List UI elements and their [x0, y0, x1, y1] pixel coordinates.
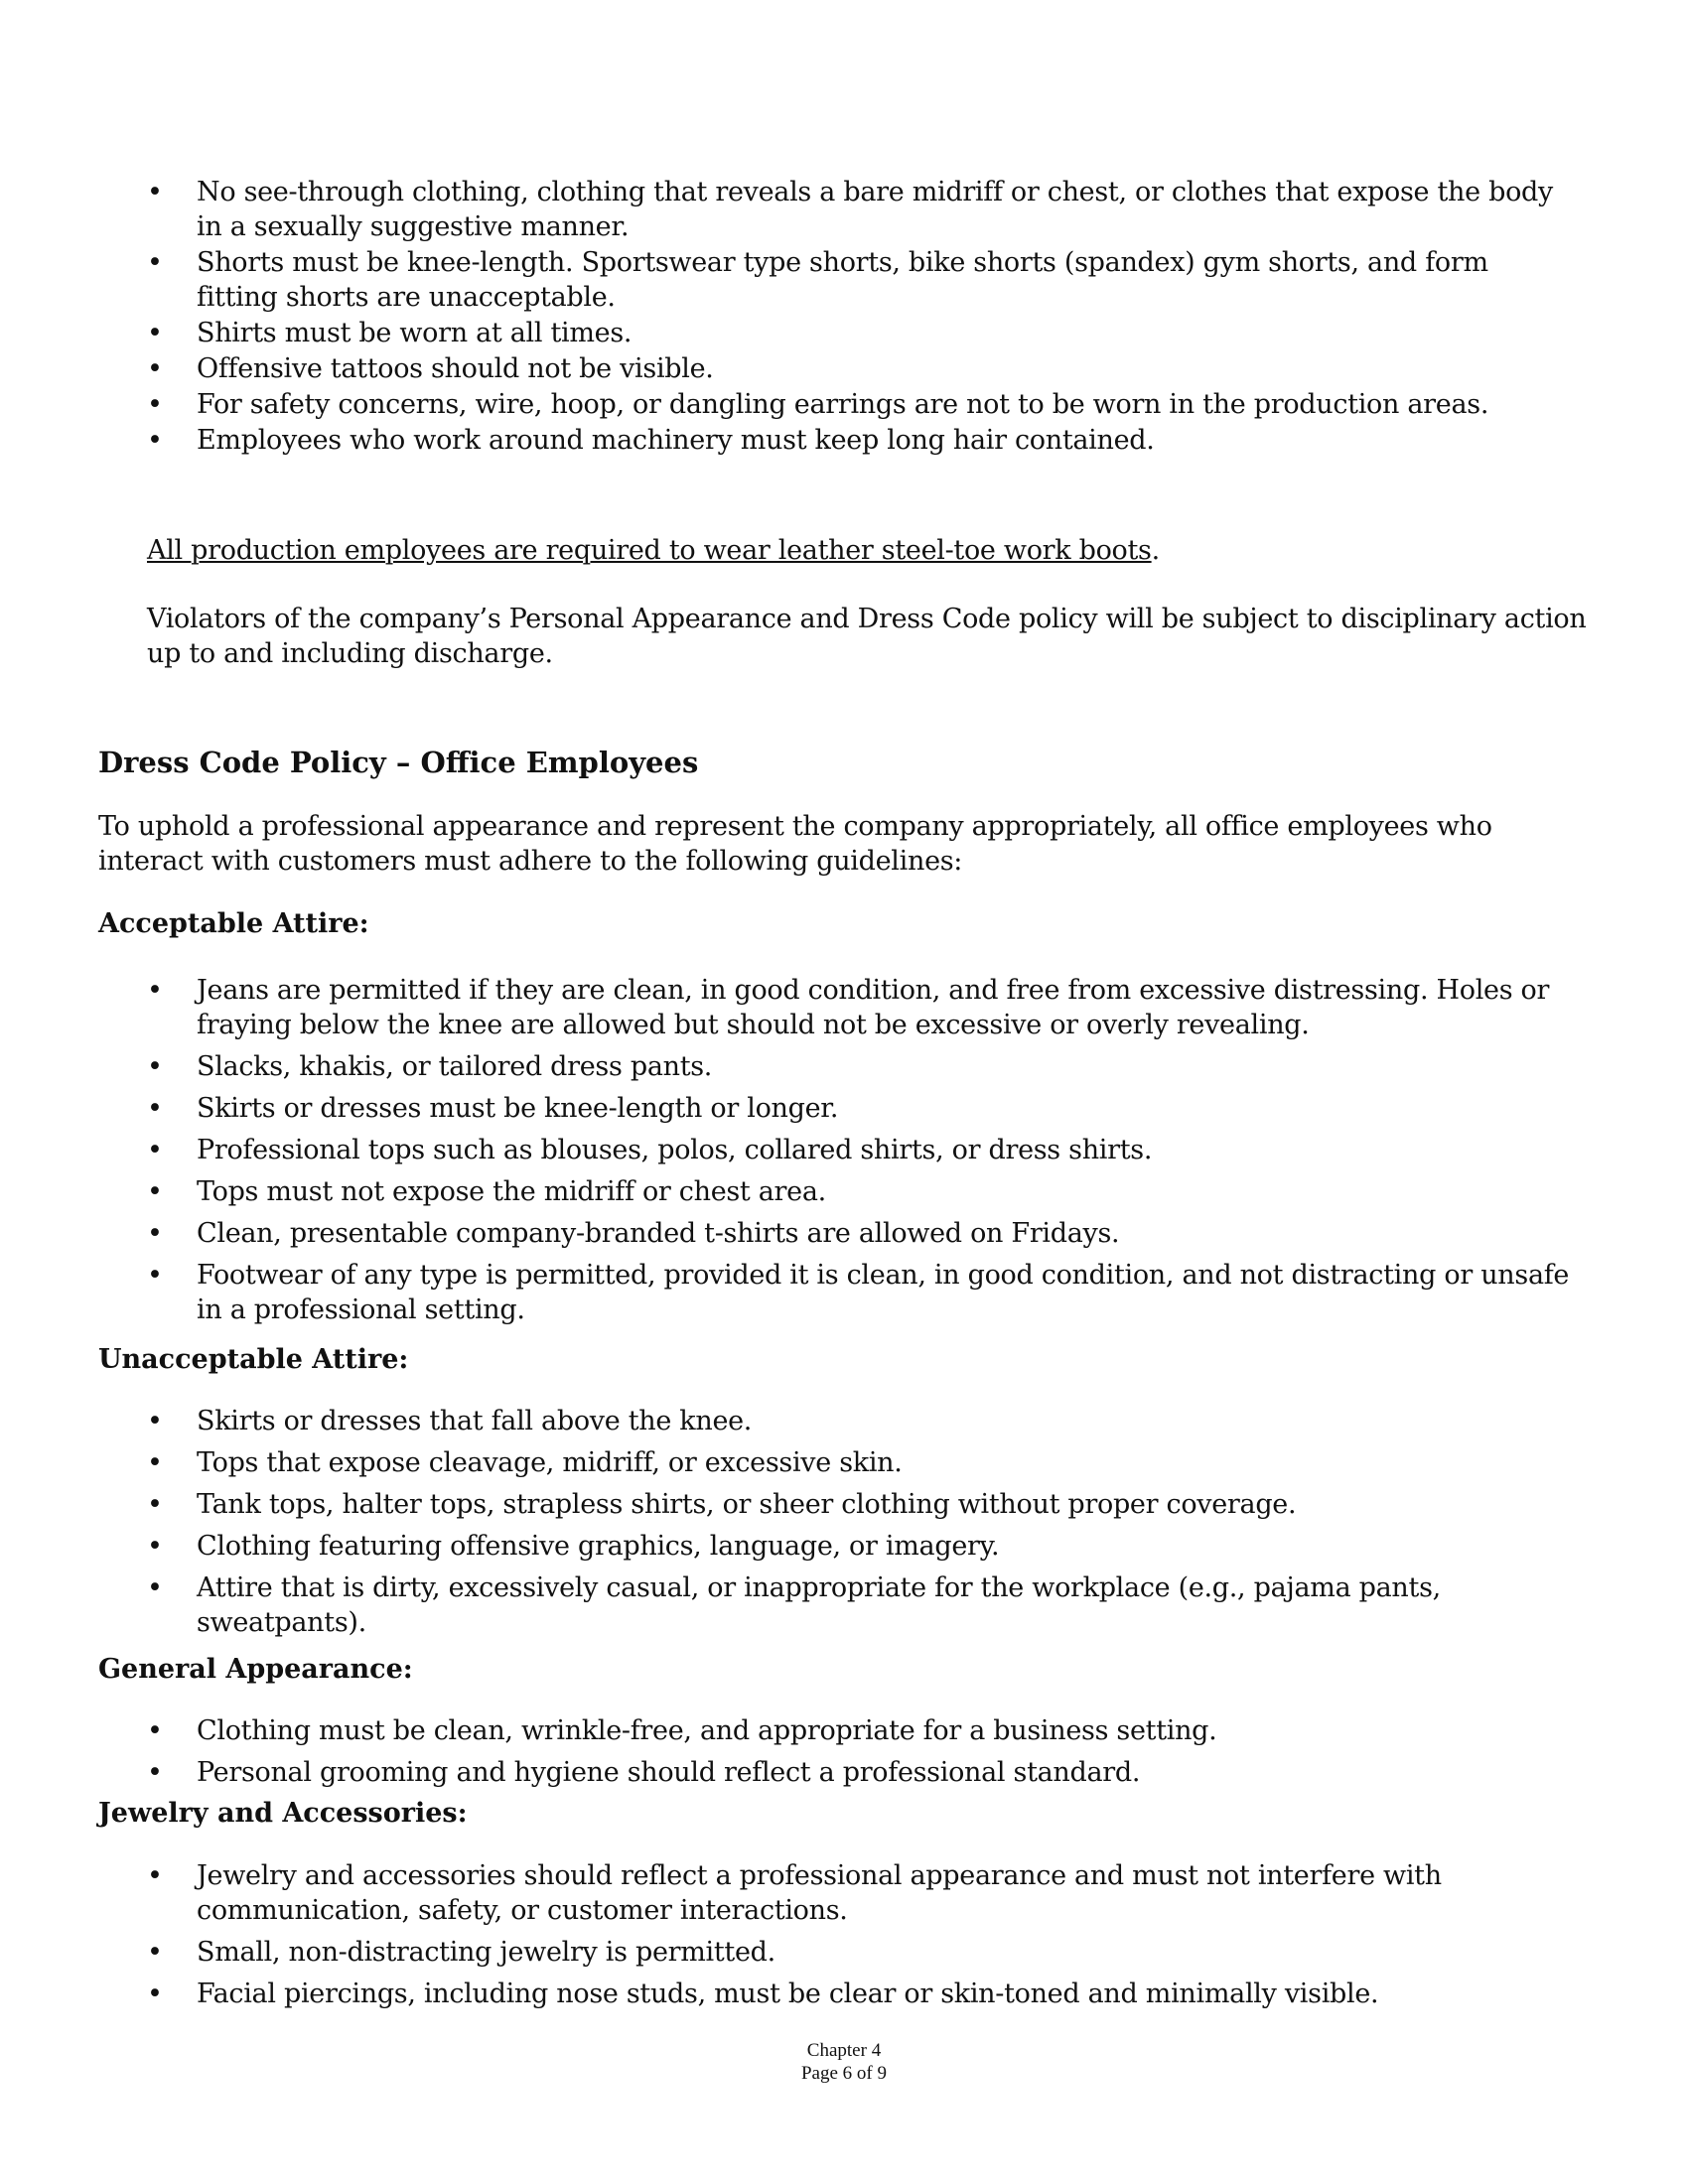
list-item: • Small, non-distracting jewelry is permitted. — [147, 1935, 1577, 1970]
list-item: • No see-through clothing, clothing that reveals a bare midriff or chest, or clothes that expose the body in a sexually suggestive manner. — [147, 175, 1577, 244]
general-appearance-heading: General Appearance: — [98, 1654, 413, 1685]
violators-paragraph: Violators of the company’s Personal Appearance and Dress Code policy will be subject to disciplinary action up to and including discharge. — [147, 604, 1587, 669]
page-footer — [0, 2039, 1688, 2085]
list-item: • Attire that is dirty, excessively casual, or inappropriate for the workplace (e.g., pajama pants, sweatpants). — [147, 1570, 1577, 1640]
list-item: • Slacks, khakis, or tailored dress pants. — [147, 1049, 1577, 1084]
list-item: • Personal grooming and hygiene should reflect a professional standard. — [147, 1755, 1577, 1790]
list-item: • Employees who work around machinery must keep long hair contained. — [147, 423, 1577, 458]
list-item: • Jewelry and accessories should reflect a professional appearance and must not interfere with communication, safety, or customer interactions. — [147, 1858, 1577, 1928]
list-item: • Jeans are permitted if they are clean, in good condition, and free from excessive distressing. Holes or fraying below the knee are allowed but should not be excessive or overly revealing. — [147, 973, 1577, 1042]
list-item: • For safety concerns, wire, hoop, or dangling earrings are not to be worn in the production areas. — [147, 387, 1577, 422]
footer-chapter: Chapter 4 — [806, 2040, 882, 2061]
list-item: • Clothing featuring offensive graphics, language, or imagery. — [147, 1529, 1577, 1564]
list-item: • Skirts or dresses that fall above the knee. — [147, 1404, 1577, 1438]
unacceptable-attire-list — [147, 1404, 1577, 1640]
list-item: • Shirts must be worn at all times. — [147, 316, 1577, 350]
footer-page-number: Page 6 of 9 — [800, 2063, 887, 2084]
acceptable-attire-list — [147, 973, 1577, 1327]
section-heading: Dress Code Policy – Office Employees — [98, 746, 699, 779]
list-item: • Shorts must be knee-length. Sportswear type shorts, bike shorts (spandex) gym shorts, and form fitting shorts are unacceptable. — [147, 245, 1577, 315]
unacceptable-attire-heading: Unacceptable Attire: — [98, 1344, 409, 1375]
list-item: • Clean, presentable company-branded t-shirts are allowed on Fridays. — [147, 1216, 1577, 1251]
boots-notice: All production employees are required to wear leather steel-toe work boots. — [147, 535, 1160, 566]
list-item: • Tops that expose cleavage, midriff, or excessive skin. — [147, 1445, 1577, 1480]
jewelry-accessories-heading: Jewelry and Accessories: — [98, 1798, 468, 1829]
list-item: • Skirts or dresses must be knee-length or longer. — [147, 1091, 1577, 1126]
list-item: • Tank tops, halter tops, strapless shirts, or sheer clothing without proper coverage. — [147, 1487, 1577, 1522]
general-appearance-list — [147, 1713, 1577, 1790]
list-item: • Footwear of any type is permitted, provided it is clean, in good condition, and not distracting or unsafe in a professional setting. — [147, 1258, 1577, 1327]
production-dress-code-list — [147, 175, 1577, 458]
list-item: • Facial piercings, including nose studs, must be clear or skin-toned and minimally visible. — [147, 1977, 1577, 2011]
boots-notice-text: All production employees are required to wear leather steel-toe work boots — [147, 535, 1152, 566]
jewelry-accessories-list — [147, 1858, 1577, 2011]
acceptable-attire-heading: Acceptable Attire: — [98, 908, 369, 939]
list-item: • Professional tops such as blouses, polos, collared shirts, or dress shirts. — [147, 1133, 1577, 1167]
intro-paragraph: To uphold a professional appearance and represent the company appropriately, all office employees who interact with customers must adhere to the following guidelines: — [98, 811, 1492, 877]
list-item: • Offensive tattoos should not be visible. — [147, 351, 1577, 386]
list-item: • Tops must not expose the midriff or chest area. — [147, 1174, 1577, 1209]
list-item: • Clothing must be clean, wrinkle-free, and appropriate for a business setting. — [147, 1713, 1577, 1748]
